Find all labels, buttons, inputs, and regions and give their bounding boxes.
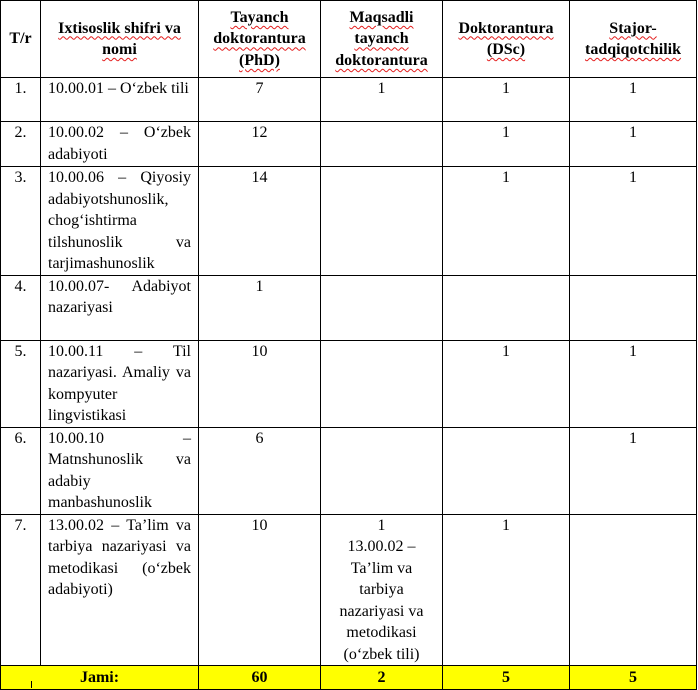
intern-count: 1 [570, 78, 697, 122]
phd-count: 6 [199, 427, 321, 514]
intern-count [570, 275, 697, 340]
target-count [321, 514, 443, 666]
target-specialty-note: 13.00.02 – Ta’lim va tarbiya nazariyasi va metodikasi (o‘zbek tili) [339, 538, 424, 663]
intern-count: 1 [570, 167, 697, 276]
target-count [321, 340, 443, 427]
dsc-count: 1 [443, 122, 570, 167]
target-count [321, 275, 443, 340]
row-number: 2. [1, 122, 41, 167]
specialty-name: 10.00.07- Adabiyot nazariyasi [41, 275, 199, 340]
table-row [1, 78, 697, 122]
header-phd: Tayanch doktorantura (PhD) [199, 1, 321, 78]
phd-count: 7 [199, 78, 321, 122]
specialty-name: 10.00.01 – O‘zbek tili [41, 78, 199, 122]
table-row [1, 427, 697, 514]
dsc-count [443, 427, 570, 514]
table-row [1, 122, 697, 167]
total-intern: 5 [570, 666, 697, 690]
header-dsc: Doktorantura (DSc) [443, 1, 570, 78]
row-number: 7. [1, 514, 41, 666]
header-intern: Stajor-tadqiqotchilik [570, 1, 697, 78]
dsc-count: 1 [443, 78, 570, 122]
specialty-name: 10.00.10 – Matnshunoslik va adabiy manbashunoslik [41, 427, 199, 514]
row-number: 3. [1, 167, 41, 276]
specialty-name: 10.00.06 – Qiyosiy adabiyotshunoslik, chog‘ishtirma tilshunoslik va tarjimashunoslik [41, 167, 199, 276]
intern-count: 1 [570, 427, 697, 514]
table-row [1, 167, 697, 276]
total-label: Jami: [1, 666, 199, 690]
header-target: Maqsadli tayanch doktorantura [321, 1, 443, 78]
dsc-count: 1 [443, 514, 570, 666]
specialty-name: 10.00.02 – O‘zbek adabiyoti [41, 122, 199, 167]
row-number: 6. [1, 427, 41, 514]
header-name: Ixtisoslik shifri va nomi [41, 1, 199, 78]
total-row [1, 666, 697, 690]
target-count [321, 122, 443, 167]
table-row [1, 340, 697, 427]
total-dsc: 5 [443, 666, 570, 690]
row-number: 5. [1, 340, 41, 427]
phd-count: 1 [199, 275, 321, 340]
specialty-name: 13.00.02 – Ta’lim va tarbiya nazariyasi va metodikasi (o‘zbek adabiyoti) [41, 514, 199, 666]
phd-count: 12 [199, 122, 321, 167]
table-row [1, 275, 697, 340]
target-count [321, 427, 443, 514]
row-number: 4. [1, 275, 41, 340]
dsc-count [443, 275, 570, 340]
specialty-name: 10.00.11 – Til nazariyasi. Amaliy va kompyuter lingvistikasi [41, 340, 199, 427]
row-number: 1. [1, 78, 41, 122]
phd-count: 14 [199, 167, 321, 276]
dsc-count: 1 [443, 167, 570, 276]
phd-count: 10 [199, 340, 321, 427]
phd-count: 10 [199, 514, 321, 666]
header-row [1, 1, 697, 78]
total-target: 2 [321, 666, 443, 690]
intern-count: 1 [570, 340, 697, 427]
intern-count [570, 514, 697, 666]
intern-count: 1 [570, 122, 697, 167]
table-row [1, 514, 697, 666]
page-edge-mark [31, 681, 32, 688]
dsc-count: 1 [443, 340, 570, 427]
total-phd: 60 [199, 666, 321, 690]
header-tr: T/r [1, 1, 41, 78]
target-count: 1 [321, 78, 443, 122]
target-count-value: 1 [377, 516, 386, 534]
target-count [321, 167, 443, 276]
